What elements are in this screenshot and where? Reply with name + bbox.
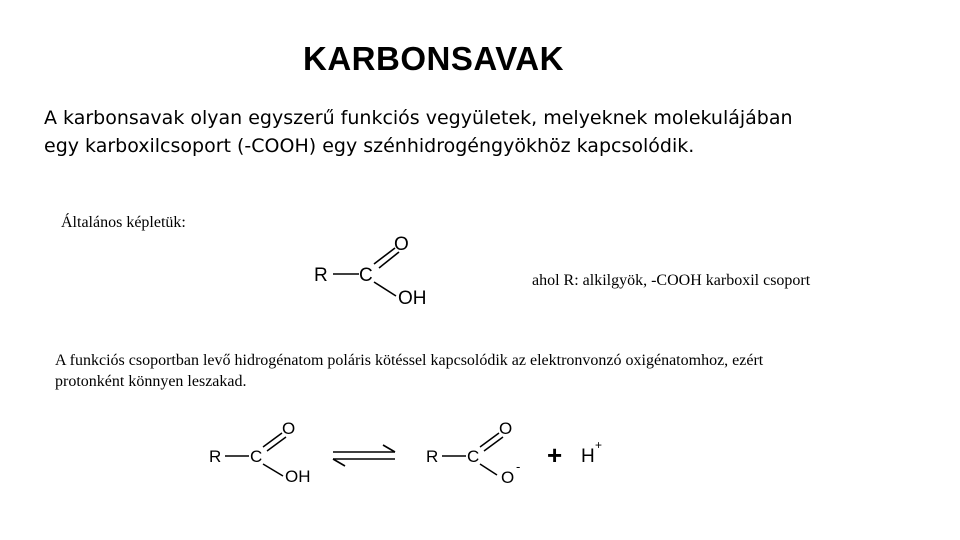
anion-c-o-single-bond	[480, 464, 497, 475]
c-oh-bond	[374, 282, 396, 296]
forward-arrow-head	[383, 445, 395, 452]
carboxylic-acid-structure	[209, 419, 311, 486]
oh-group-label: OH	[398, 288, 427, 309]
r-atom-label: R	[314, 265, 328, 286]
slide-title: KARBONSAVAK	[303, 40, 564, 77]
c-atom-label: C	[359, 265, 373, 286]
anion-c-atom-label: C	[467, 447, 480, 466]
dissociation-note-line-1: A funkciós csoportban levő hidrogénatom poláris kötéssel kapcsolódik az elektronvonzó oxigénatomhoz, ezért	[55, 352, 764, 369]
acid-o-atom-label: O	[282, 419, 296, 438]
general-formula-structure	[300, 228, 450, 310]
o-atom-label: O	[394, 234, 409, 255]
acid-c-oh-bond	[263, 464, 283, 476]
general-formula-label: Általános képletük:	[61, 214, 186, 231]
c-o-double-bond-1	[374, 248, 395, 264]
acid-r-atom-label: R	[209, 447, 222, 466]
equilibrium-arrows	[333, 445, 395, 466]
proton-charge-label: +	[595, 438, 603, 452]
reverse-arrow-head	[333, 459, 345, 466]
negative-charge-label: -	[516, 459, 521, 474]
r-definition-note: ahol R: alkilgyök, -COOH karboxil csoport	[532, 272, 811, 289]
intro-line-2: egy karboxilcsoport (-COOH) egy szénhidrogéngyökhöz kapcsolódik.	[44, 135, 695, 157]
intro-paragraph	[44, 104, 924, 160]
anion-c-o-double-bond-1	[480, 433, 499, 447]
dissociation-note-line-2: protonként könnyen leszakad.	[55, 373, 247, 390]
anion-c-o-double-bond-2	[484, 437, 503, 451]
plus-sign: +	[547, 440, 563, 470]
anion-r-atom-label: R	[426, 447, 439, 466]
dissociation-equation	[195, 412, 625, 492]
acid-oh-group-label: OH	[285, 467, 311, 486]
anion-o-atom-label: O	[499, 419, 513, 438]
carboxylate-structure	[426, 419, 520, 487]
acid-c-o-double-bond-2	[267, 437, 286, 451]
proton-label: H	[581, 446, 595, 467]
acid-c-o-double-bond-1	[263, 433, 282, 447]
anion-o-minus-label: O	[501, 468, 515, 487]
acid-c-atom-label: C	[250, 447, 263, 466]
dissociation-note	[55, 350, 915, 392]
intro-line-1: A karbonsavak olyan egyszerű funkciós vegyületek, melyeknek molekulájában	[44, 107, 793, 129]
